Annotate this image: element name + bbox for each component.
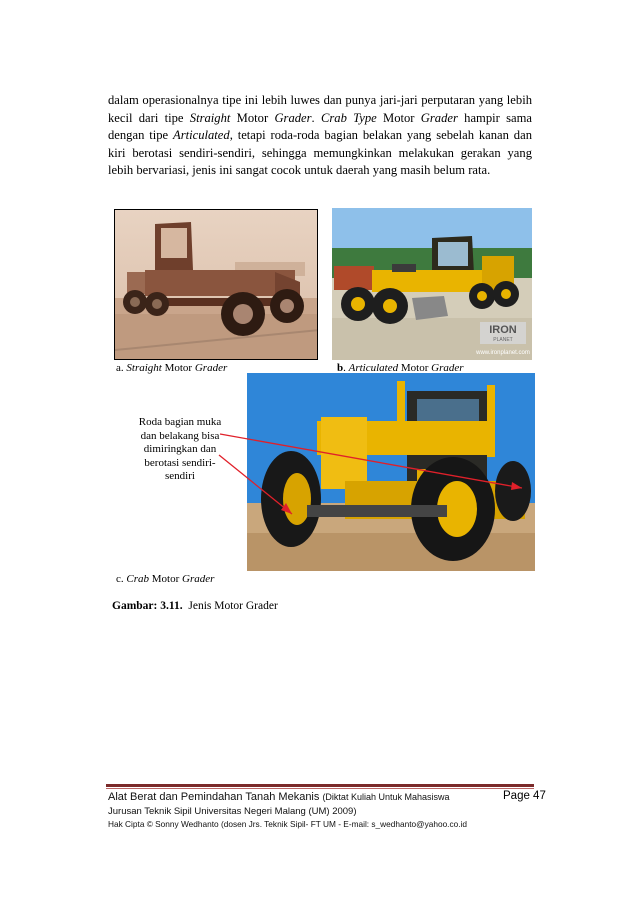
caption-b: b. Articulated Motor Grader [337, 362, 464, 374]
footer-rule [106, 784, 534, 787]
footer-line-2: Jurusan Teknik Sipil Universitas Negeri Malang (UM) 2009) [108, 806, 357, 817]
crab-grader-photo [247, 373, 535, 571]
caption-a: a. Straight Motor Grader [116, 362, 228, 374]
body-paragraph: dalam operasionalnya tipe ini lebih luwes dan punya jari-jari perputaran yang lebih kecil dari tipe Straight Motor Grader. Crab Type Motor Grader hampir sama dengan tipe Articulated, tetapi roda-roda bagian belakan yang sebelah kanan dan kiri berotasi sendiri-sendiri, sehingga memungkinkan melakukan gerakan yang lebih bervariasi, jenis ini sangat cocok untuk daerah yang masih belum rata. [108, 93, 532, 178]
footer-line-1: Alat Berat dan Pemindahan Tanah Mekanis (Diktat Kuliah Untuk Mahasiswa [108, 791, 450, 803]
footer-rule-thin [106, 788, 534, 789]
figure-caption: Gambar: 3.11. Jenis Motor Grader [112, 600, 278, 612]
ironplanet-url: www.ironplanet.com [476, 350, 530, 356]
page-number: Page 47 [503, 790, 546, 802]
articulated-grader-photo [332, 208, 532, 360]
callout-text: Roda bagian muka dan belakang bisa dimiringkan dan berotasi sendiri-sendiri [138, 416, 222, 482]
caption-c: c. Crab Motor Grader [116, 573, 215, 585]
ironplanet-watermark-sub: PLANET [493, 337, 513, 343]
straight-grader-photo [114, 209, 318, 360]
footer-line-3: Hak Cipta © Sonny Wedhanto (dosen Jrs. Teknik Sipil- FT UM - E-mail: s_wedhanto@yahoo.co.id [108, 819, 468, 829]
ironplanet-watermark: IRON [489, 324, 517, 336]
